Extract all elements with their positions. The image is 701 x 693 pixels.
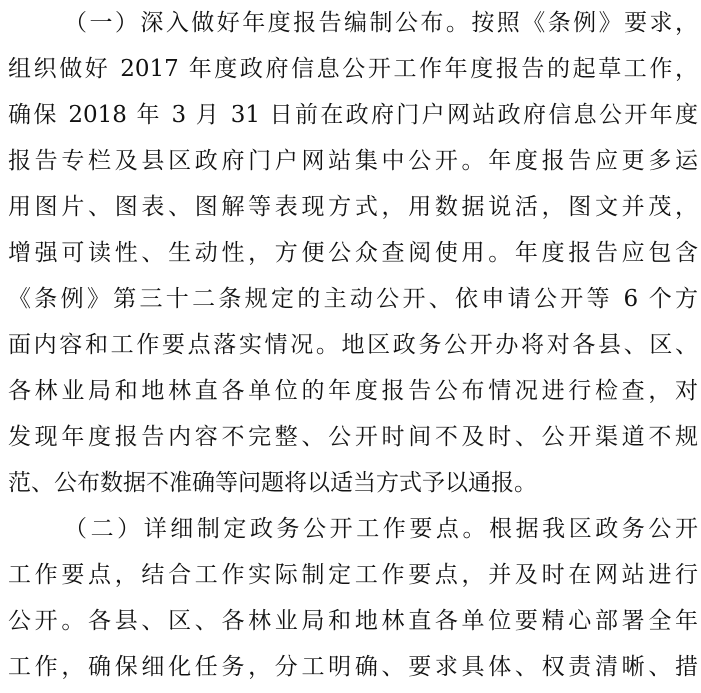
paragraph-1-line-9: 各林业局和地林直各单位的年度报告公布情况进行检查，对: [8, 378, 698, 404]
paragraph-2-line-2: 工作要点，结合工作实际制定工作要点，并及时在网站进行: [8, 562, 698, 588]
paragraph-1-line-8: 面内容和工作要点落实情况。地区政务公开办将对各县、区、: [8, 332, 698, 358]
paragraph-1-line-4: 报告专栏及县区政府门户网站集中公开。年度报告应更多运: [8, 148, 698, 174]
paragraph-1-line-3: 确保 2018 年 3 月 31 日前在政府门户网站政府信息公开年度: [8, 102, 698, 128]
paragraph-1-line-2: 组织做好 2017 年度政府信息公开工作年度报告的起草工作，: [8, 56, 698, 82]
paragraph-2-line-3: 公开。各县、区、各林业局和地林直各单位要精心部署全年: [8, 608, 698, 634]
paragraph-2-line-1: （二）详细制定政务公开工作要点。根据我区政务公开: [64, 516, 698, 542]
paragraph-1-line-11: 范、公布数据不准确等问题将以适当方式予以通报。: [8, 470, 537, 496]
paragraph-1-line-5: 用图片、图表、图解等表现方式，用数据说活，图文并茂，: [8, 194, 698, 220]
paragraph-1-line-1: （一）深入做好年度报告编制公布。按照《条例》要求，: [64, 10, 698, 36]
paragraph-1-line-10: 发现年度报告内容不完整、公开时间不及时、公开渠道不规: [8, 424, 698, 450]
paragraph-2-line-4: 工作，确保细化任务，分工明确、要求具体、权责清晰、措: [8, 654, 698, 680]
paragraph-1-line-7: 《条例》第三十二条规定的主动公开、依申请公开等 6 个方: [8, 286, 698, 312]
paragraph-1-line-6: 增强可读性、生动性，方便公众查阅使用。年度报告应包含: [8, 240, 698, 266]
